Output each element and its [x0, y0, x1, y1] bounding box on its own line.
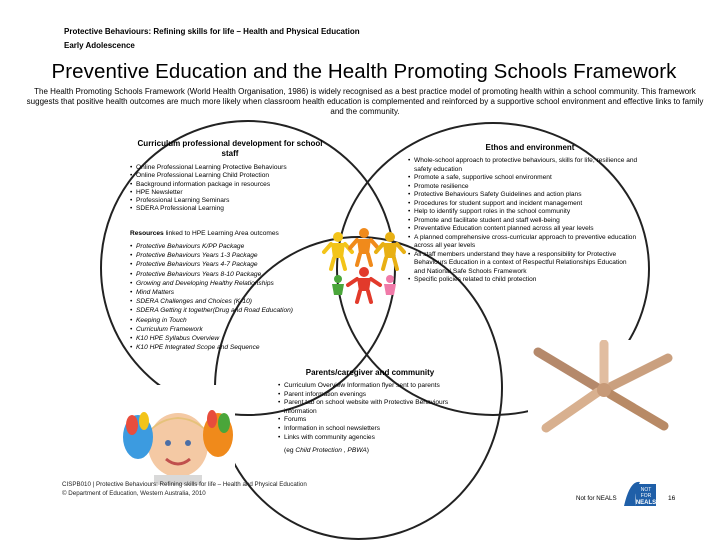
list-item: • Growing and Developing Healthy Relationships: [130, 279, 340, 288]
list-item: • Forums: [278, 416, 478, 425]
list-item: • Specific policies related to child protection: [408, 276, 638, 285]
list-item: • Protective Behaviours K/PP Package: [130, 242, 340, 251]
list-item: • Online Professional Learning Child Protection: [130, 172, 330, 180]
list-item: • Help to identify support roles in the school community: [408, 208, 638, 217]
ethos-title: Ethos and environment: [485, 143, 575, 152]
curriculum-title: Curriculum professional development for school staff: [137, 139, 323, 158]
list-item: • Protective Behaviours Years 1-3 Package: [130, 251, 340, 260]
joined-hands-photo: [528, 340, 678, 435]
agencies-post: ): [366, 447, 369, 454]
list-item: • Protective Behaviours Safety Guidelines and action plans: [408, 191, 638, 200]
list-item: • Professional Learning Seminars: [130, 197, 330, 205]
list-item: • Preventative Education content planned across all year levels: [408, 225, 638, 234]
agencies-pre: (eg: [284, 447, 296, 454]
list-item: • Promote a safe, supportive school environment: [408, 174, 638, 183]
not-for-neals-text: Not for NEALS: [576, 495, 617, 502]
not-for-neals-logo: [622, 478, 658, 508]
list-item: • Curriculum Framework: [130, 325, 340, 334]
page-number: 16: [668, 495, 676, 502]
list-item: • Protective Behaviours Years 8-10 Package: [130, 270, 340, 279]
list-item: • SDERA Getting it together(Drug and Road Education): [130, 306, 340, 315]
doc-header-title: Protective Behaviours: Refining skills for life – Health and Physical Education: [64, 27, 360, 36]
agencies-example: [284, 446, 369, 455]
person-figure-gold: [376, 232, 404, 269]
list-item: • Information in school newsletters: [278, 425, 478, 434]
community-list: [278, 382, 478, 442]
list-item: • Online Professional Learning Protective Behaviours: [130, 164, 330, 172]
list-item: • K10 HPE Integrated Scope and Sequence: [130, 343, 340, 352]
list-item: • Promote and facilitate student and staff well-being: [408, 217, 638, 226]
agencies-italic: Child Protection , PBWA: [295, 447, 367, 454]
page-title: Preventive Education and the Health Promoting Schools Framework: [51, 60, 677, 83]
list-item: • Parent tab on school website with Protective Behaviours information: [278, 399, 478, 416]
list-item: • Parent information evenings: [278, 391, 478, 400]
list-item: • Links with community agencies: [278, 434, 478, 443]
resources-heading: [130, 229, 279, 238]
list-item: • SDERA Challenges and Choices (K-10): [130, 297, 340, 306]
resources-heading-rest: linked to HPE Learning Area outcomes: [163, 230, 279, 237]
paper-people-illustration: [318, 225, 410, 305]
list-item: • A planned comprehensive cross-curricular approach to preventive education across all year levels: [408, 234, 638, 251]
svg-text:NEALS: NEALS: [635, 500, 657, 506]
list-item: • Mind Matters: [130, 288, 340, 297]
curriculum-list: [130, 164, 330, 214]
list-item: • Curriculum Overview Information flyer sent to parents: [278, 382, 478, 391]
list-item: • Whole-school approach to protective behaviours, skills for life, resilience and safety education: [408, 157, 638, 174]
resources-list: [130, 242, 340, 352]
doc-header-subtitle: Early Adolescence: [64, 41, 135, 50]
person-figure-red: [348, 267, 380, 302]
svg-text:FOR: FOR: [640, 493, 652, 499]
list-item: • Keeping in Touch: [130, 316, 340, 325]
footer-copyright: © Department of Education, Western Australia, 2010: [62, 490, 206, 497]
list-item: • Background information package in resources: [130, 181, 330, 189]
community-title: Parents/caregiver and community: [305, 368, 435, 377]
ethos-list: [408, 157, 638, 285]
list-item: • HPE Newsletter: [130, 189, 330, 197]
list-item: • Procedures for student support and incident management: [408, 200, 638, 209]
footer-course-line: CISPB010 | Protective Behaviours: Refining skills for life – Health and Physical Education: [62, 481, 307, 488]
list-item: • All staff members understand they have a responsibility for Protective Behaviours Education in a context of Respectful Relationships Education and National Safe Schools Framework: [408, 251, 638, 277]
person-figure-green: [332, 275, 344, 295]
list-item: • Protective Behaviours Years 4-7 Package: [130, 260, 340, 269]
child-painted-hands-photo: [120, 385, 235, 485]
list-item: • Promote resilience: [408, 183, 638, 192]
curriculum-section: [130, 139, 330, 159]
resources-heading-bold: Resources: [130, 230, 164, 237]
svg-text:NOT: NOT: [640, 487, 652, 493]
person-figure-orange: [350, 228, 378, 265]
list-item: • SDERA Professional Learning: [130, 205, 330, 213]
person-figure-pink: [384, 275, 396, 295]
list-item: • K10 HPE Syllabus Overview: [130, 334, 340, 343]
intro-paragraph: The Health Promoting Schools Framework (World Health Organisation, 1986) is widely recognised as a best practice model of promoting health within a school community. This framework suggests that positive health outcomes are much more likely when classroom health education is complemented and reinforced by a supportive school environment and effective links to family and the community.: [26, 87, 704, 116]
person-figure-yellow: [324, 232, 352, 269]
